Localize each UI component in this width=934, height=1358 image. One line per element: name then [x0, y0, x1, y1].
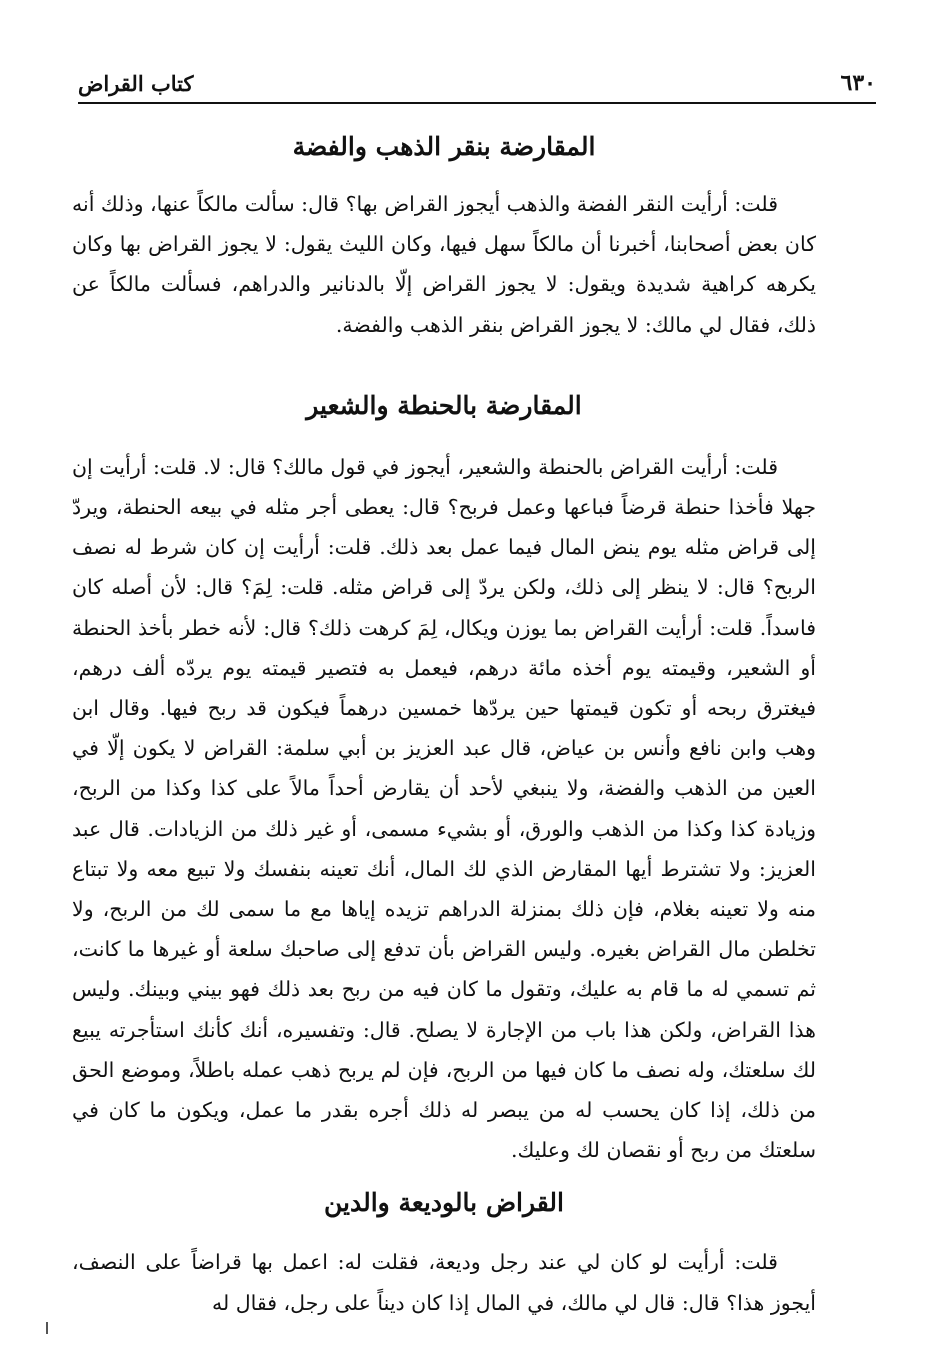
page-content: [72, 118, 816, 1323]
running-header: [78, 62, 876, 104]
scan-margin-mark: [46, 1322, 48, 1334]
page-number: ٦٣٠: [840, 70, 876, 96]
section-heading: المقارضة بنقر الذهب والفضة: [292, 132, 596, 161]
section-heading: المقارضة بالحنطة والشعير: [306, 390, 582, 420]
section-paragraph: قلت: أرأيت النقر الفضة والذهب أيجوز القراض بها؟ قال: سألت مالكاً عنها، وذلك أنه كان بعض أصحابنا، أخبرنا أن مالكاً سهل فيها، وكان الليث يقول: لا يجوز القراض بها وكان يكرهه كراهية شديدة ويقول: لا يجوز القراض إلّا بالدنانير والدراهم، فسألت مالكاً عن ذلك، فقال لي مالك: لا يجوز القراض بنقر الذهب والفضة.: [72, 192, 816, 337]
section-paragraph: قلت: أرأيت القراض بالحنطة والشعير، أيجوز في قول مالك؟ قال: لا. قلت: أرأيت إن جهلا فأخذا حنطة قرضاً فباعها وعمل فربح؟ قال: يعطى أجر مثله في بيعه الحنطة، ويردّ إلى قراض مثله يوم ينض المال فيما عمل بعد ذلك. قلت: أرأيت إن كان شرط له نصف الربح؟ قال: لا ينظر إلى ذلك، ولكن يردّ إلى قراض مثله. قلت: لِمَ؟ قال: لأن أصله كان فاسداً. قلت: أرأيت القراض بما يوزن ويكال، لِمَ كرهت ذلك؟ قال: لأنه خطر بأخذ الحنطة أو الشعير، وقيمته يوم أخذه مائة درهم، فيعمل به فتصير قيمته يوم يردّه ألف درهم، فيغترق ربحه أو تكون قيمتها حين يردّها خمسين درهماً فيكون قد ربح فيها. وقال ابن وهب وابن نافع وأنس بن عياض، قال عبد العزيز بن أبي سلمة: القراض لا يكون إلّا في العين من الذهب والفضة، ولا ينبغي لأحد أن يقارض أحداً مالاً على كذا وكذا من الربح، وزيادة كذا وكذا من الذهب والورق، أو بشيء مسمى، أو غير ذلك من الزيادات. قال عبد العزيز: ولا تشترط أيها المقارض الذي لك المال، أنك تعينه بنفسك ولا تبيع معه ولا تبتاع منه ولا تعينه بغلام، فإن ذلك بمنزلة الدراهم تزيده إياها مع ما سمى لك من الربح، ولا تخلطن مال القراض بغيره. وليس القراض بأن تدفع إلى صاحبك سلعة أو غيرها ما كانت، ثم تسمي له ما قام به عليك، وتقول ما كان فيه من ربح بعد ذلك فهو بيني وبينك. وليس هذا القراض، ولكن هذا باب من الإجارة لا يصلح. قال: وتفسيره، أنك كأنك استأجرته يبيع لك سلعتك، وله نصف ما كان فيها من الربح، فإن لم يربح ذهب عمله باطلاً، وموضع الحق من ذلك، إذا كان يحسب له من يبصر له ذلك أجره بقدر ما عمل، ويكون ما كان في سلعتك من ربح أو نقصان لك وعليك.: [72, 454, 816, 1163]
section-paragraph: قلت: أرأيت لو كان لي عند رجل وديعة، فقلت له: اعمل بها قراضاً على النصف، أيجوز هذا؟ قال: قال لي مالك، في المال إذا كان ديناً على رجل، فقال له: [72, 1250, 816, 1315]
book-title: كتاب القراض: [78, 71, 194, 96]
section-heading: القراض بالوديعة والدين: [324, 1188, 564, 1218]
